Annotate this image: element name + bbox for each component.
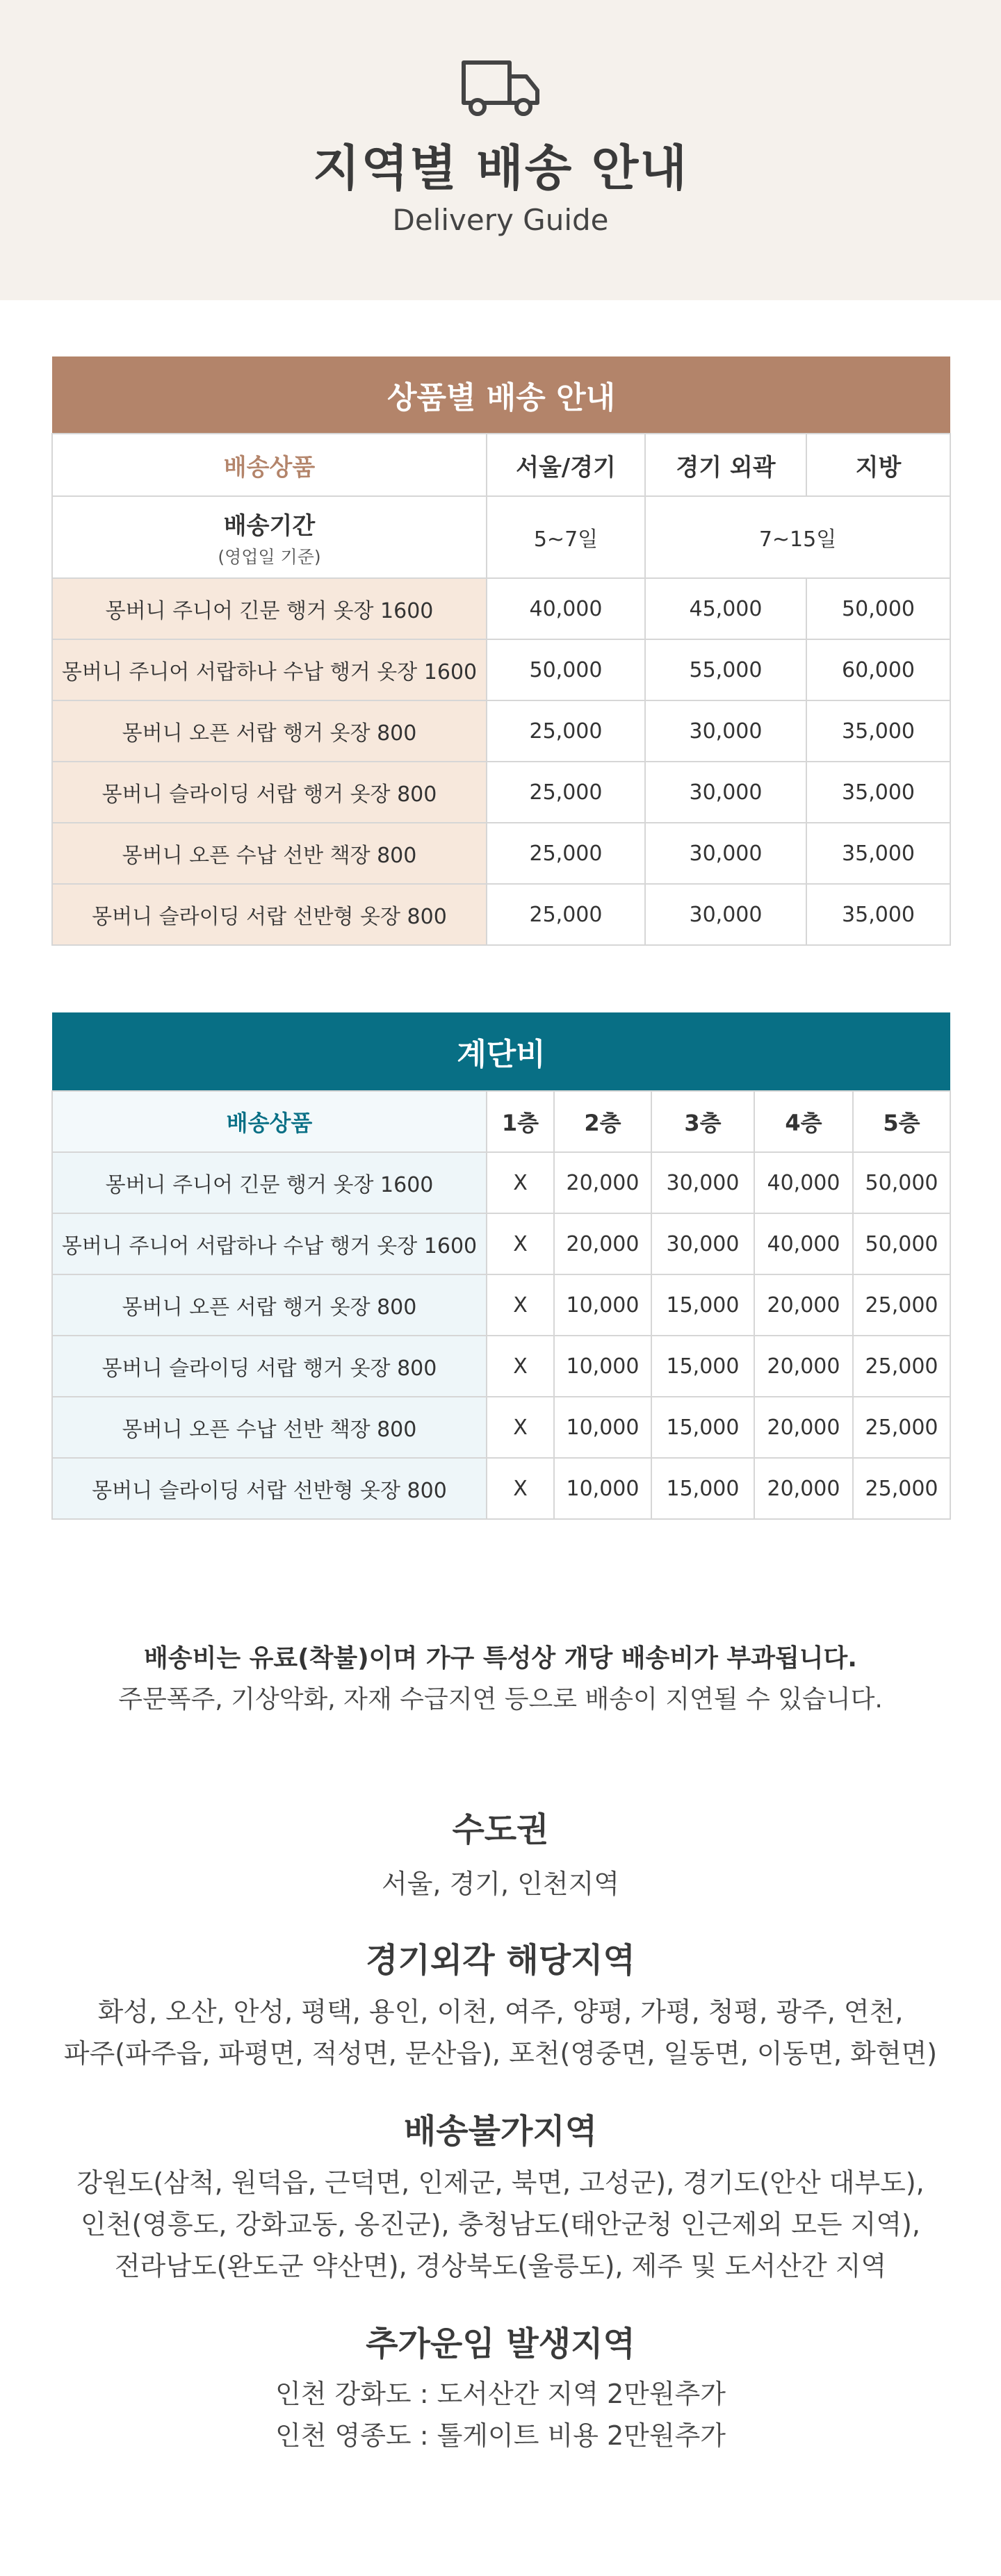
fee-local: 35,000 bbox=[806, 762, 950, 823]
fee-outer: 30,000 bbox=[645, 700, 806, 762]
table-row bbox=[52, 1152, 950, 1213]
stairs-fee-table bbox=[51, 1012, 951, 1520]
product-name: 몽버니 슬라이딩 서랍 행거 옷장 800 bbox=[52, 762, 487, 823]
fee-floor-2: 10,000 bbox=[554, 1274, 651, 1336]
region-line: 파주(파주읍, 파평면, 적성면, 문산읍), 포천(영중면, 일동면, 이동면, 화현면) bbox=[63, 2038, 938, 2069]
fee-seoul: 25,000 bbox=[487, 700, 645, 762]
fee-floor-3: 15,000 bbox=[651, 1336, 754, 1397]
region-title: 수도권 bbox=[452, 1810, 549, 1849]
fee-floor-3: 30,000 bbox=[651, 1152, 754, 1213]
fee-seoul: 25,000 bbox=[487, 823, 645, 884]
fee-floor-5: 25,000 bbox=[853, 1458, 950, 1519]
fee-floor-5: 50,000 bbox=[853, 1213, 950, 1274]
product-name: 몽버니 슬라이딩 서랍 선반형 옷장 800 bbox=[52, 884, 487, 945]
table-row bbox=[52, 1213, 950, 1274]
table-caption: 계단비 bbox=[52, 1012, 950, 1091]
fee-floor-1: X bbox=[487, 1458, 554, 1519]
fee-floor-4: 40,000 bbox=[754, 1213, 853, 1274]
fee-local: 60,000 bbox=[806, 639, 950, 700]
header-floor-3: 3층 bbox=[651, 1091, 754, 1152]
region-no-delivery bbox=[0, 2104, 1001, 2287]
region-line: 서울, 경기, 인천지역 bbox=[382, 1869, 619, 1899]
fee-seoul: 40,000 bbox=[487, 578, 645, 639]
header-product: 배송상품 bbox=[52, 434, 487, 496]
fee-seoul: 25,000 bbox=[487, 884, 645, 945]
table-row bbox=[52, 884, 950, 945]
header-floor-4: 4층 bbox=[754, 1091, 853, 1152]
table-row bbox=[52, 700, 950, 762]
period-other: 7~15일 bbox=[645, 496, 950, 578]
region-extra-fee bbox=[0, 2317, 1001, 2456]
period-seoul: 5~7일 bbox=[487, 496, 645, 578]
shipping-notice bbox=[0, 1639, 1001, 1715]
period-label: 배송기간 bbox=[223, 511, 316, 540]
region-line: 전라남도(완도군 약산면), 경상북도(울릉도), 제주 및 도서산간 지역 bbox=[114, 2251, 887, 2281]
fee-seoul: 50,000 bbox=[487, 639, 645, 700]
hero-section bbox=[0, 0, 1001, 300]
region-line: 인천 영종도 : 톨게이트 비용 2만원추가 bbox=[275, 2420, 726, 2451]
header-seoul: 서울/경기 bbox=[487, 434, 645, 496]
product-name: 몽버니 주니어 서랍하나 수납 행거 옷장 1600 bbox=[52, 639, 487, 700]
fee-floor-4: 20,000 bbox=[754, 1397, 853, 1458]
fee-floor-5: 25,000 bbox=[853, 1274, 950, 1336]
region-title: 추가운임 발생지역 bbox=[366, 2324, 635, 2363]
region-line: 인천(영흥도, 강화교동, 옹진군), 충청남도(태안군청 인근제외 모든 지역), bbox=[81, 2209, 920, 2240]
region-line: 인천 강화도 : 도서산간 지역 2만원추가 bbox=[275, 2379, 726, 2409]
region-capital bbox=[0, 1803, 1001, 1905]
region-gyeonggi-outer bbox=[0, 1933, 1001, 2074]
table-header-row bbox=[52, 1091, 950, 1152]
table-row bbox=[52, 1458, 950, 1519]
fee-floor-5: 25,000 bbox=[853, 1336, 950, 1397]
fee-floor-1: X bbox=[487, 1152, 554, 1213]
product-name: 몽버니 슬라이딩 서랍 선반형 옷장 800 bbox=[52, 1458, 487, 1519]
region-line: 화성, 오산, 안성, 평택, 용인, 이천, 여주, 양평, 가평, 청평, 광주, 연천, bbox=[97, 1996, 904, 2027]
fee-floor-4: 20,000 bbox=[754, 1336, 853, 1397]
fee-floor-1: X bbox=[487, 1397, 554, 1458]
fee-local: 35,000 bbox=[806, 823, 950, 884]
fee-outer: 55,000 bbox=[645, 639, 806, 700]
fee-floor-2: 20,000 bbox=[554, 1213, 651, 1274]
header-floor-5: 5층 bbox=[853, 1091, 950, 1152]
fee-seoul: 25,000 bbox=[487, 762, 645, 823]
table-caption: 상품별 배송 안내 bbox=[52, 356, 950, 434]
fee-outer: 30,000 bbox=[645, 884, 806, 945]
fee-floor-2: 10,000 bbox=[554, 1336, 651, 1397]
header-local: 지방 bbox=[806, 434, 950, 496]
header-product: 배송상품 bbox=[52, 1091, 487, 1152]
header-floor-1: 1층 bbox=[487, 1091, 554, 1152]
fee-floor-1: X bbox=[487, 1213, 554, 1274]
table-row bbox=[52, 1397, 950, 1458]
fee-local: 35,000 bbox=[806, 884, 950, 945]
header-floor-2: 2층 bbox=[554, 1091, 651, 1152]
fee-floor-2: 10,000 bbox=[554, 1458, 651, 1519]
fee-floor-1: X bbox=[487, 1336, 554, 1397]
truck-icon bbox=[459, 58, 542, 118]
table-row bbox=[52, 762, 950, 823]
table-row bbox=[52, 639, 950, 700]
product-name: 몽버니 오픈 서랍 행거 옷장 800 bbox=[52, 1274, 487, 1336]
delivery-period-row bbox=[52, 496, 950, 578]
fee-floor-2: 10,000 bbox=[554, 1397, 651, 1458]
region-line: 강원도(삼척, 원덕읍, 근덕면, 인제군, 북면, 고성군), 경기도(안산 대부도), bbox=[76, 2167, 925, 2198]
product-name: 몽버니 오픈 서랍 행거 옷장 800 bbox=[52, 700, 487, 762]
fee-floor-3: 15,000 bbox=[651, 1274, 754, 1336]
period-label-cell bbox=[52, 496, 487, 578]
product-name: 몽버니 오픈 수납 선반 책장 800 bbox=[52, 1397, 487, 1458]
fee-outer: 45,000 bbox=[645, 578, 806, 639]
product-name: 몽버니 주니어 긴문 행거 옷장 1600 bbox=[52, 578, 487, 639]
product-name: 몽버니 슬라이딩 서랍 행거 옷장 800 bbox=[52, 1336, 487, 1397]
page-subtitle: Delivery Guide bbox=[392, 203, 609, 237]
fee-outer: 30,000 bbox=[645, 762, 806, 823]
period-sublabel: (영업일 기준) bbox=[218, 546, 321, 567]
region-title: 배송불가지역 bbox=[403, 2112, 598, 2151]
fee-floor-4: 40,000 bbox=[754, 1152, 853, 1213]
table-header-row bbox=[52, 434, 950, 496]
fee-floor-3: 15,000 bbox=[651, 1397, 754, 1458]
fee-floor-5: 25,000 bbox=[853, 1397, 950, 1458]
product-name: 몽버니 주니어 긴문 행거 옷장 1600 bbox=[52, 1152, 487, 1213]
fee-floor-2: 20,000 bbox=[554, 1152, 651, 1213]
fee-floor-1: X bbox=[487, 1274, 554, 1336]
table-row bbox=[52, 578, 950, 639]
fee-floor-4: 20,000 bbox=[754, 1458, 853, 1519]
table-row bbox=[52, 1336, 950, 1397]
fee-floor-4: 20,000 bbox=[754, 1274, 853, 1336]
fee-local: 35,000 bbox=[806, 700, 950, 762]
fee-floor-3: 15,000 bbox=[651, 1458, 754, 1519]
notice-bold: 배송비는 유료(착불)이며 가구 특성상 개당 배송비가 부과됩니다. bbox=[144, 1644, 857, 1673]
fee-local: 50,000 bbox=[806, 578, 950, 639]
table-row bbox=[52, 1274, 950, 1336]
shipping-fee-table bbox=[51, 356, 951, 946]
product-name: 몽버니 오픈 수납 선반 책장 800 bbox=[52, 823, 487, 884]
fee-floor-3: 30,000 bbox=[651, 1213, 754, 1274]
page-title: 지역별 배송 안내 bbox=[312, 140, 689, 197]
table-row bbox=[52, 823, 950, 884]
region-title: 경기외각 해당지역 bbox=[366, 1941, 635, 1980]
notice-normal: 주문폭주, 기상악화, 자재 수급지연 등으로 배송이 지연될 수 있습니다. bbox=[118, 1685, 883, 1714]
header-outer: 경기 외곽 bbox=[645, 434, 806, 496]
product-name: 몽버니 주니어 서랍하나 수납 행거 옷장 1600 bbox=[52, 1213, 487, 1274]
fee-floor-5: 50,000 bbox=[853, 1152, 950, 1213]
fee-outer: 30,000 bbox=[645, 823, 806, 884]
